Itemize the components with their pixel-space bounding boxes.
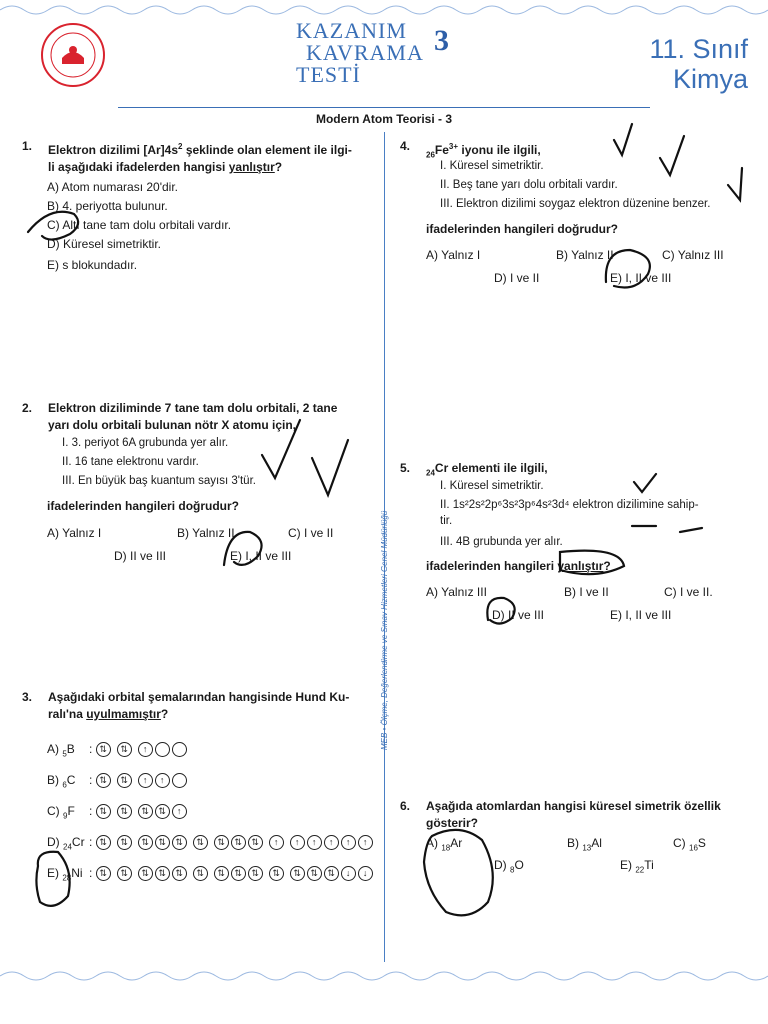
stem-sup: 2 [178,142,183,151]
stem-text: ralı'na [48,707,87,721]
top-wave-decoration [0,0,768,20]
q2-statement-3: III. En büyük baş kuantum sayısı 3'tür. [62,475,256,487]
ministry-seal-logo [40,22,106,88]
element-symbol: Ni [71,866,83,880]
q4-prompt: ifadelerinden hangileri doğrudur? [426,222,619,236]
atomic-number: 8 [510,865,515,875]
question-2 [22,400,372,434]
option-letter: D) [494,858,507,872]
orbital-box-2s: ⇅ [117,773,132,788]
question-number: 5. [400,461,411,475]
vertical-credit-text: MEB • Ölçme, Değerlendirme ve Sınav Hizmetleri Genel Müdürlüğü [380,510,389,750]
stem-text: ? [160,707,169,721]
q4-option-a[interactable]: A) Yalnız I [426,248,481,262]
stem-text: şeklinde olan element ile ilgi- [182,143,352,157]
option-letter: E) [620,858,632,872]
vertical-credit [378,420,392,750]
q5-option-c[interactable]: C) I ve II. [664,585,713,599]
stem-text: Elektron dizilimi [Ar]4s [48,143,179,157]
brand-line2: KAVRAMA [306,40,424,65]
option-letter: C) [47,804,60,818]
stem-underlined: uyulmamıştır [86,707,161,721]
atomic-number: 22 [635,865,645,875]
option-letter: C) [673,836,686,850]
q3-option-d[interactable]: D) $_{24}$Cr : ⇅ ⇅ ⇅ ⇅ ⇅ ⇅ ⇅ ⇅ ⇅ ↑ ↑ ↑ ↑ ↑ ↑ [47,835,379,851]
stem-text: elementi ile ilgili, [448,461,548,475]
atomic-number: 9 [63,811,68,821]
q4-statement-2: II. Beş tane yarı dolu orbitali vardır. [440,179,618,191]
orbital-box-1s: ⇅ [96,742,111,757]
question-stem [48,400,372,434]
element-symbol: Ar [450,836,463,850]
atomic-number: 16 [689,843,698,853]
atomic-number: 18 [441,843,451,853]
q2-option-a[interactable]: A) Yalnız I [47,526,102,540]
stem-underlined: yanlıştır [228,160,275,174]
orbital-box-2s: ⇅ [117,742,132,757]
q5-option-b[interactable]: B) I ve II [564,585,609,599]
question-stem [48,689,372,723]
option-letter: E) [47,866,59,880]
stem-text: Aşağıda atomlardan hangisi küresel simetrik özellik [426,799,721,813]
question-5 [400,460,750,481]
section-title: Modern Atom Teorisi - 3 [315,112,452,126]
q4-statement-3: III. Elektron dizilimi soygaz elektron düzenine benzer. [440,198,711,210]
q4-option-b[interactable]: B) Yalnız II [556,248,614,262]
test-number: 3 [434,24,449,57]
kazanim-kavrama-testi-logo [296,20,466,90]
option-letter: B) [47,773,59,787]
q6-option-a[interactable] [426,836,462,852]
brand-line1: KAZANIM [296,18,407,43]
q5-option-d[interactable]: D) II ve III [492,608,545,622]
ion-charge: 3+ [448,142,459,151]
option-letter: A) [426,836,438,850]
orbital-box-2p: ⇅ ⇅ ↑ [138,804,187,819]
stem-text: ? [274,160,283,174]
element-symbol: F [67,804,75,818]
stem-text: yarı dolu orbitali bulunan nötr X atomu için, [48,418,297,432]
q1-option-d[interactable]: D) Küresel simetriktir. [47,237,162,251]
q6-option-b[interactable] [567,836,602,852]
element-symbol: Al [591,836,602,850]
element-symbol: S [697,836,706,850]
element-symbol: C [66,773,76,787]
q3-option-c[interactable]: C) $_9$F : ⇅ ⇅ ⇅ ⇅ ↑ [47,804,193,820]
element-symbol: Cr [434,461,449,475]
q1-option-c[interactable]: C) Altı tane tam dolu orbitali vardır. [47,218,232,232]
option-letter: A) [47,742,59,756]
orbital-box-2s: ⇅ [117,804,132,819]
q5-statement-2-cont: tir. [440,515,453,527]
element-symbol: Ti [644,858,654,872]
grade-subject-block [649,34,748,94]
question-1 [22,138,372,176]
atomic-number: 6 [62,780,67,790]
q2-option-e[interactable]: E) I, II ve III [230,549,292,563]
q3-option-b[interactable]: B) $_6$C : ⇅ ⇅ ↑ ↑ [47,773,193,789]
q4-statement-1: I. Küresel simetriktir. [440,160,544,172]
question-6 [400,798,750,832]
q3-option-a[interactable]: A) $_5$B : ⇅ ⇅ ↑ [47,742,193,758]
question-stem [426,798,750,832]
q5-prompt [426,559,611,573]
grade-label: 11. Sınıf [649,34,748,64]
q2-option-c[interactable]: C) I ve II [288,526,334,540]
q2-option-b[interactable]: B) Yalnız II [177,526,235,540]
option-letter: B) [567,836,579,850]
q2-option-d[interactable]: D) II ve III [114,549,167,563]
q5-option-e[interactable]: E) I, II ve III [610,608,672,622]
orbital-box-2p: ↑ [138,742,187,757]
question-number: 2. [22,401,33,415]
prompt-underlined: yanlıştır [557,559,604,573]
question-number: 4. [400,139,411,153]
element-symbol: Cr [71,835,85,849]
stem-text: li aşağıdaki ifadelerden hangisi [48,160,229,174]
bottom-wave-decoration [0,966,768,986]
question-number: 1. [22,139,33,153]
q4-option-c[interactable]: C) Yalnız III [662,248,724,262]
brand-line3: TESTİ [296,62,361,87]
atomic-number: 24 [63,842,72,852]
q2-check-mark-2 [312,440,348,495]
orbital-box-1s: ⇅ [96,804,111,819]
q5-statement-3: III. 4B grubunda yer alır. [440,536,563,548]
q3-option-e[interactable]: E) $_{28}$Ni : ⇅ ⇅ ⇅ ⇅ ⇅ ⇅ ⇅ ⇅ ⇅ ⇅ ⇅ ⇅ ⇅ ↓ ↓ [47,866,379,882]
stem-text: Elektron diziliminde 7 tane tam dolu orbitali, 2 tane [48,401,338,415]
q6-option-d[interactable] [494,858,524,874]
prompt-text: ? [603,559,611,573]
stem-text: Aşağıdaki orbital şemalarından hangisinde Hund Ku- [48,690,350,704]
prompt-text: ifadelerinden hangileri [426,559,558,573]
q4-option-e[interactable]: E) I, II ve III [610,271,672,285]
orbital-box-2p: ↑ ↑ [138,773,187,788]
q2-statement-1: I. 3. periyot 6A grubunda yer alır. [62,437,229,449]
q5-statement-2: II. 1s²2s²2p⁶3s²3p⁶4s²3d⁴ elektron dizilimine sahip- [440,499,699,511]
stem-text: iyonu ile ilgili, [458,143,541,157]
question-number: 3. [22,690,33,704]
question-number: 6. [400,799,411,813]
atomic-number: 28 [62,873,72,883]
q6-option-c[interactable] [673,836,706,852]
option-letter: D) [47,835,60,849]
atomic-number: 5 [62,749,67,759]
q4-option-d[interactable]: D) I ve II [494,271,540,285]
q1-option-a[interactable]: A) Atom numarası 20'dir. [47,180,179,194]
q5-option-a[interactable]: A) Yalnız III [426,585,487,599]
orbital-box-1s: ⇅ [96,773,111,788]
question-3 [22,689,372,723]
q1-option-b[interactable]: B) 4. periyotta bulunur. [47,199,168,213]
stem-text: gösterir? [426,816,479,830]
q1-option-e[interactable]: E) s blokundadır. [47,258,138,272]
q2-statement-2: II. 16 tane elektronu vardır. [62,456,199,468]
element-symbol: O [514,858,524,872]
q6-option-e[interactable] [620,858,654,874]
question-stem [426,460,750,481]
question-stem [48,138,372,176]
atomic-number: 24 [426,468,435,478]
q4-check-mark-3 [728,168,742,200]
q5-dash-2 [680,528,702,532]
subject-label: Kimya [672,64,748,94]
element-symbol: Fe [434,143,449,157]
q5-statement-1: I. Küresel simetriktir. [440,480,544,492]
atomic-number: 13 [582,843,592,853]
atomic-number: 26 [426,150,435,160]
q2-prompt: ifadelerinden hangileri doğrudur? [47,499,240,513]
element-symbol: B [66,742,75,756]
